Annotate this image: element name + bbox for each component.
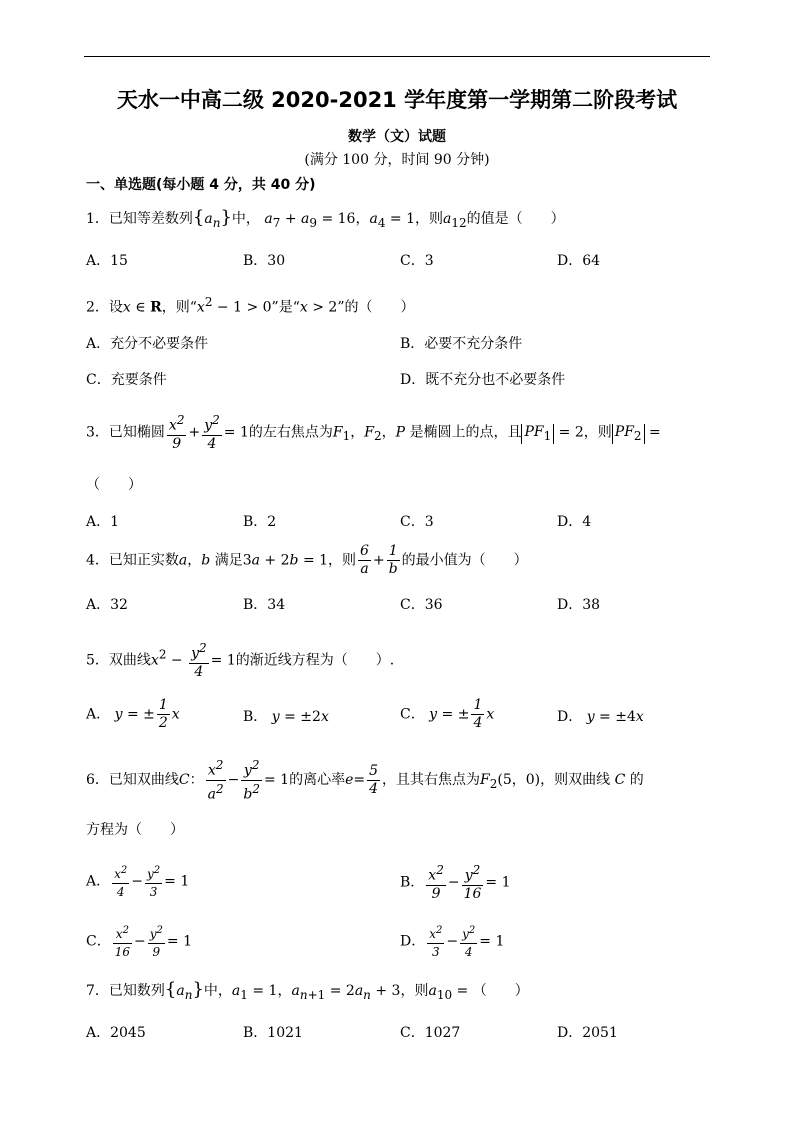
question-4: 4．已知正实数a，b 满足3a + 2b = 1，则 $\frac{6}{a}$ + $\frac{1}{b}$ 的最小值为（ ） xyxy=(86,543,528,577)
q3-option-b: B．2 xyxy=(243,514,277,530)
exam-subtitle: 数学（文）试题 xyxy=(348,129,446,145)
q3-option-d: D．4 xyxy=(557,514,592,530)
question-6: 6．已知双曲线C： $\frac{x^2}{a^2}$ − $\frac{y^2}{b^2}$ = 1的离心率e= $\frac{5}{4}$ ，且其右焦点为$F_2(5$，0)，则双曲线 C 的 xyxy=(86,758,644,803)
question-2: 2．设x ∈ R，则“$x^2 - 1 > 0$”是“x > 2”的（ ） xyxy=(86,295,415,316)
q4-option-c: C．36 xyxy=(400,597,443,613)
q3-option-a: A．1 xyxy=(86,514,120,530)
q6-option-b: B． $\frac{x^2}{9}$ − $\frac{y^2}{16}$ = 1 xyxy=(400,863,511,902)
q7-option-a: A．2045 xyxy=(86,1025,146,1041)
q4-option-a: A．32 xyxy=(86,597,128,613)
q2-option-c: C．充要条件 xyxy=(86,372,167,388)
q7-option-b: B．1021 xyxy=(243,1025,303,1041)
q2-option-a: A．充分不必要条件 xyxy=(86,336,209,352)
question-7: 7．已知数列$\{a_n\}$中，$a_1 = 1$，$a_{n+1} = 2a_n + 3$，则$a_{10}$ = （ ） xyxy=(86,979,529,1002)
q1-option-a: A．15 xyxy=(86,253,128,269)
page-title: 天水一中高二级 2020-2021 学年度第一学期第二阶段考试 xyxy=(116,88,678,112)
q2-option-b: B．必要不充分条件 xyxy=(400,336,523,352)
exam-note: (满分 100 分，时间 90 分钟) xyxy=(304,152,490,168)
q4-option-b: B．34 xyxy=(243,597,286,613)
q7-option-d: D．2051 xyxy=(557,1025,618,1041)
q6-option-c: C． $\frac{x^2}{16}$ − $\frac{y^2}{9}$ = 1 xyxy=(86,922,192,961)
q5-option-b: B． y = ±2x xyxy=(243,709,329,725)
question-3-tail: （ ） xyxy=(86,477,142,493)
q4-option-d: D．38 xyxy=(557,597,601,613)
question-6-tail: 方程为（ ） xyxy=(86,822,184,838)
q7-option-c: C．1027 xyxy=(400,1025,461,1041)
q2-option-d: D．既不充分也不必要条件 xyxy=(400,372,566,388)
question-5: 5．双曲线$x^2$ − $\frac{y^2}{4}$ = 1的渐近线方程为（ ）. xyxy=(86,641,395,680)
q1-option-b: B．30 xyxy=(243,253,286,269)
q6-option-a: A． $\frac{x^2}{4}$ − $\frac{y^2}{3}$ = 1 xyxy=(86,862,189,901)
q1-option-c: C．3 xyxy=(400,253,434,269)
top-rule xyxy=(84,56,710,57)
q5-option-a: A． y = ± $\frac{1}{2}$ x xyxy=(86,697,180,731)
q5-option-c: C． y = ± $\frac{1}{4}$ x xyxy=(400,697,495,731)
q3-option-c: C．3 xyxy=(400,514,434,530)
question-3: 3．已知椭圆 $\frac{x^2}{9}$ + $\frac{y^2}{4}$ = 1的左右焦点为$F_1$，$F_2$，P 是椭圆上的点，且 $PF_1 = 2$，则 $PF_2$ = xyxy=(86,413,661,452)
q5-option-d: D． y = ±4x xyxy=(557,709,644,725)
q1-option-d: D．64 xyxy=(557,253,601,269)
question-1: 1．已知等差数列$\{a_n\}$中， $a_7 + a_9 = 16$，$a_4 = 1$，则$a_{12}$的值是（ ） xyxy=(86,207,565,230)
q6-option-d: D． $\frac{x^2}{3}$ − $\frac{y^2}{4}$ = 1 xyxy=(400,922,504,961)
section-heading: 一、单选题(每小题 4 分，共 40 分) xyxy=(86,177,316,193)
